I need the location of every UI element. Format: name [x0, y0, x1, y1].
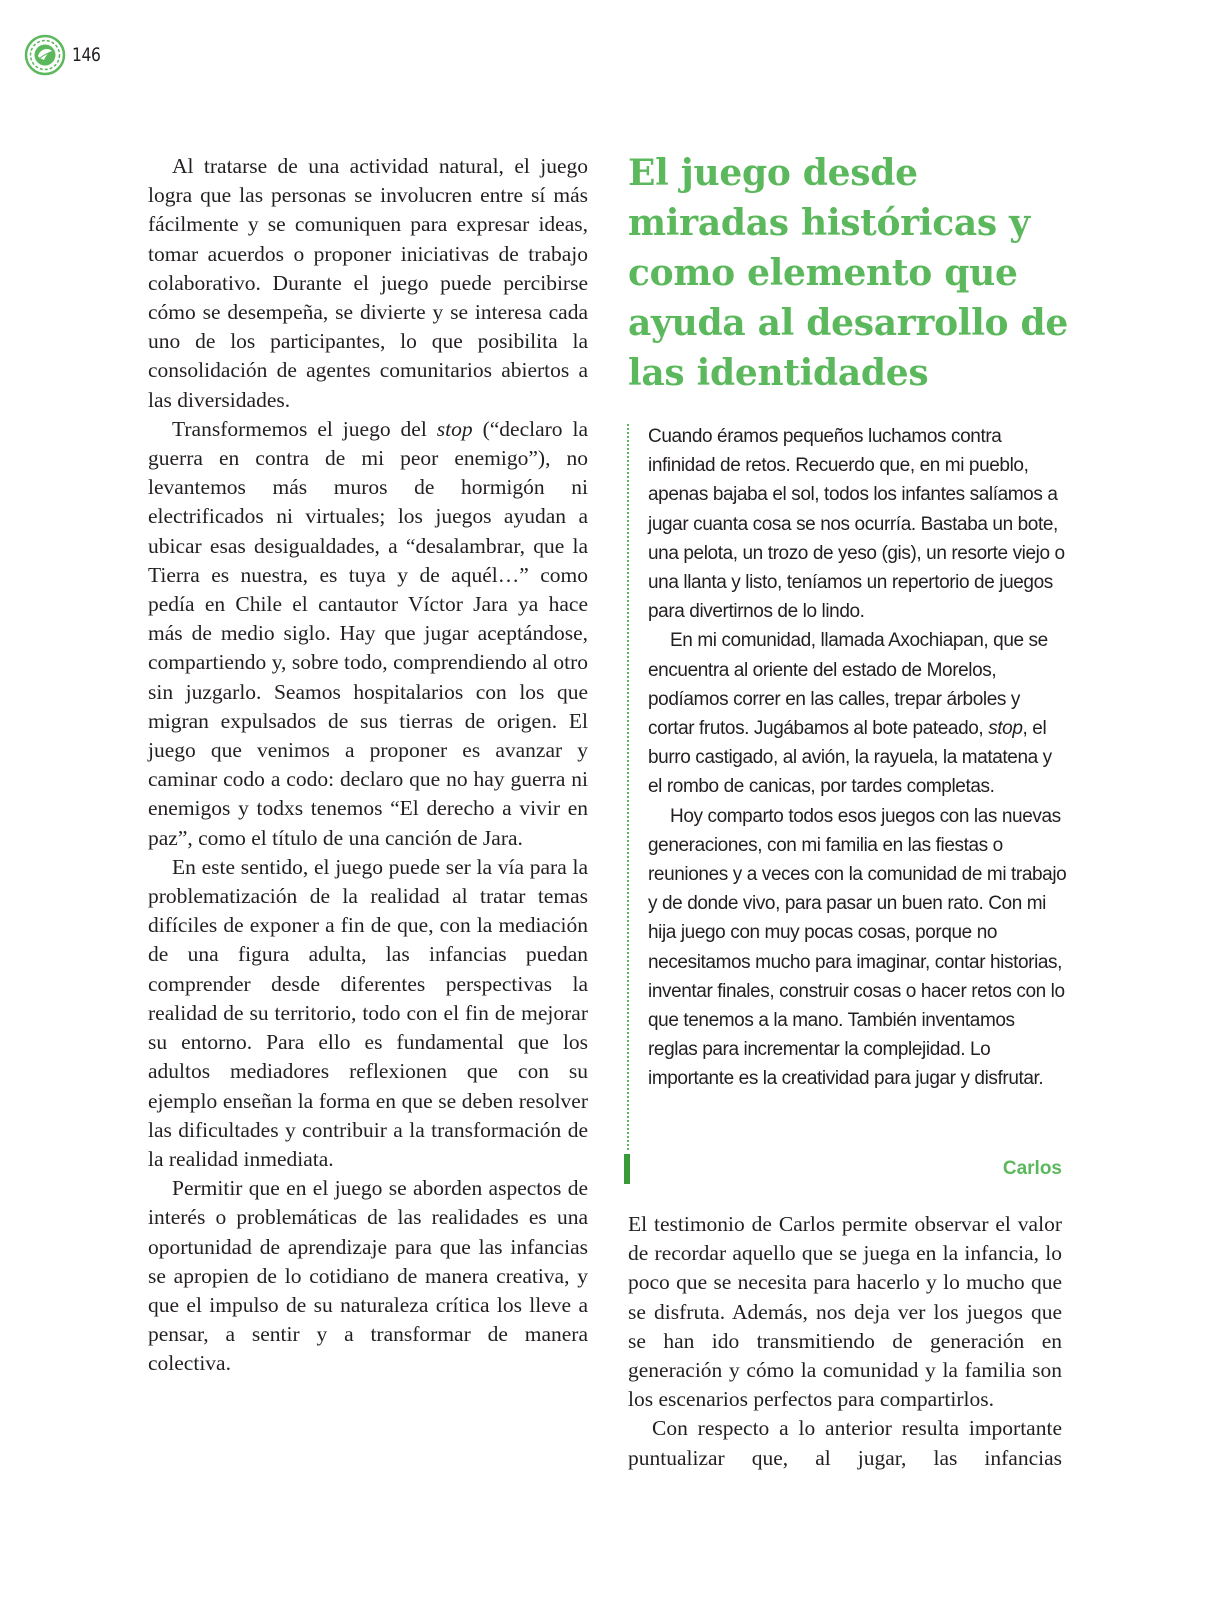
testimony-author: Carlos: [1002, 1158, 1062, 1179]
paragraph: Transformemos el juego del stop (“declaro la guerra en contra de mi peor enemigo”), no levantemos más muros de hormigón ni electrificados ni virtuales; los juegos ayudan a ubicar esas desigualdades, a “desalambrar, que la Tierra es nuestra, es tuya y de aquél…” como pedía en Chile el cantautor Víctor Jara ya hace más de medio siglo. Hay que jugar aceptándose, compartiendo y, sobre todo, comprendiendo al otro sin juzgarlo. Seamos hospitalarios con los que migran expulsados de sus tierras de origen. El juego que venimos a proponer es avanzar y caminar codo a codo: declaro que no hay guerra ni enemigos y todxs tenemos “El derecho a vivir en paz”, como el título de una canción de Jara.: [148, 416, 589, 850]
paragraph: Con respecto a lo anterior resulta importante puntualizar que, al jugar, las infancias: [628, 1416, 1062, 1470]
page-number: 146: [72, 44, 101, 66]
circular-leaf-logo-icon: [24, 34, 66, 76]
testimony-paragraph: En mi comunidad, llamada Axochiapan, que se encuentra al oriente del estado de Morelos, podíamos correr en las calles, trepar árboles y cortar frutos. Jugábamos al bote pateado, stop, el burro castigado, al avión, la rayuela, la matatena y el rombo de canicas, por tardes completas.: [648, 630, 1052, 798]
page-header: [24, 34, 107, 76]
testimony-box: [648, 422, 1068, 1094]
testimony-end-bar: [624, 1154, 630, 1184]
paragraph: En este sentido, el juego puede ser la vía para la problematización de la realidad al tratar temas difíciles de exponer a fin de que, con la mediación de una figura adulta, las infancias puedan comprender desde diferentes perspectivas la realidad de su territorio, todo con el fin de mejorar su entorno. Para ello es fundamental que los adultos mediadores reflexionen que con su ejemplo enseñan la forma en que se deben resolver las dificultades y contribuir a la transformación de la realidad inmediata.: [148, 854, 588, 1171]
right-column-body: [628, 1210, 1062, 1473]
section-heading: El juego desde miradas históricas y como elemento que ayuda al desarrollo de las identidades: [628, 152, 1068, 394]
paragraph: Al tratarse de una actividad natural, el juego logra que las personas se involucren entre sí más fácilmente y se comuniquen para expresar ideas, tomar acuerdos o proponer iniciativas de trabajo colaborativo. Durante el juego puede percibirse cómo se desempeña, se divierte y se interesa cada uno de los participantes, lo que posibilita la consolidación de agentes comunitarios abiertos a las diversidades.: [148, 154, 588, 412]
paragraph: Permitir que en el juego se aborden aspectos de interés o problemáticas de las realidades es una oportunidad de aprendizaje para que las infancias se apropien de lo cotidiano de manera creativa, y que el impulso de su naturaleza crítica los lleve a pensar, a sentir y a transformar de manera colectiva.: [148, 1176, 588, 1376]
paragraph: El testimonio de Carlos permite observar el valor de recordar aquello que se juega en la infancia, lo poco que se necesita para hacerlo y lo mucho que se disfruta. Además, nos deja ver los juegos que se han ido transmitiendo de generación en generación y cómo la comunidad y la familia son los escenarios perfectos para compartirlos.: [628, 1212, 1062, 1412]
testimony-paragraph: Hoy comparto todos esos juegos con las nuevas generaciones, con mi familia en las fiestas o reuniones y a veces con la comunidad de mi trabajo y de donde vivo, para pasar un buen rato. Con mi hija juego con muy pocas cosas, porque no necesitamos mucho para imaginar, contar historias, inventar finales, construir cosas o hacer retos con lo que tenemos a la mano. También inventamos reglas para incrementar la complejidad. Lo importante es la creatividad para jugar y disfrutar.: [648, 805, 1067, 1090]
testimony-paragraph: Cuando éramos pequeños luchamos contra infinidad de retos. Recuerdo que, en mi pueblo, apenas bajaba el sol, todos los infantes salíamos a jugar cuanta cosa se nos ocurría. Bastaba un bote, una pelota, un trozo de yeso (gis), un resorte viejo o una llanta y listo, teníamos un repertorio de juegos para divertirnos de lo lindo.: [648, 426, 1065, 623]
testimony-dotted-rule: [627, 424, 629, 1150]
left-column: [148, 152, 588, 1379]
